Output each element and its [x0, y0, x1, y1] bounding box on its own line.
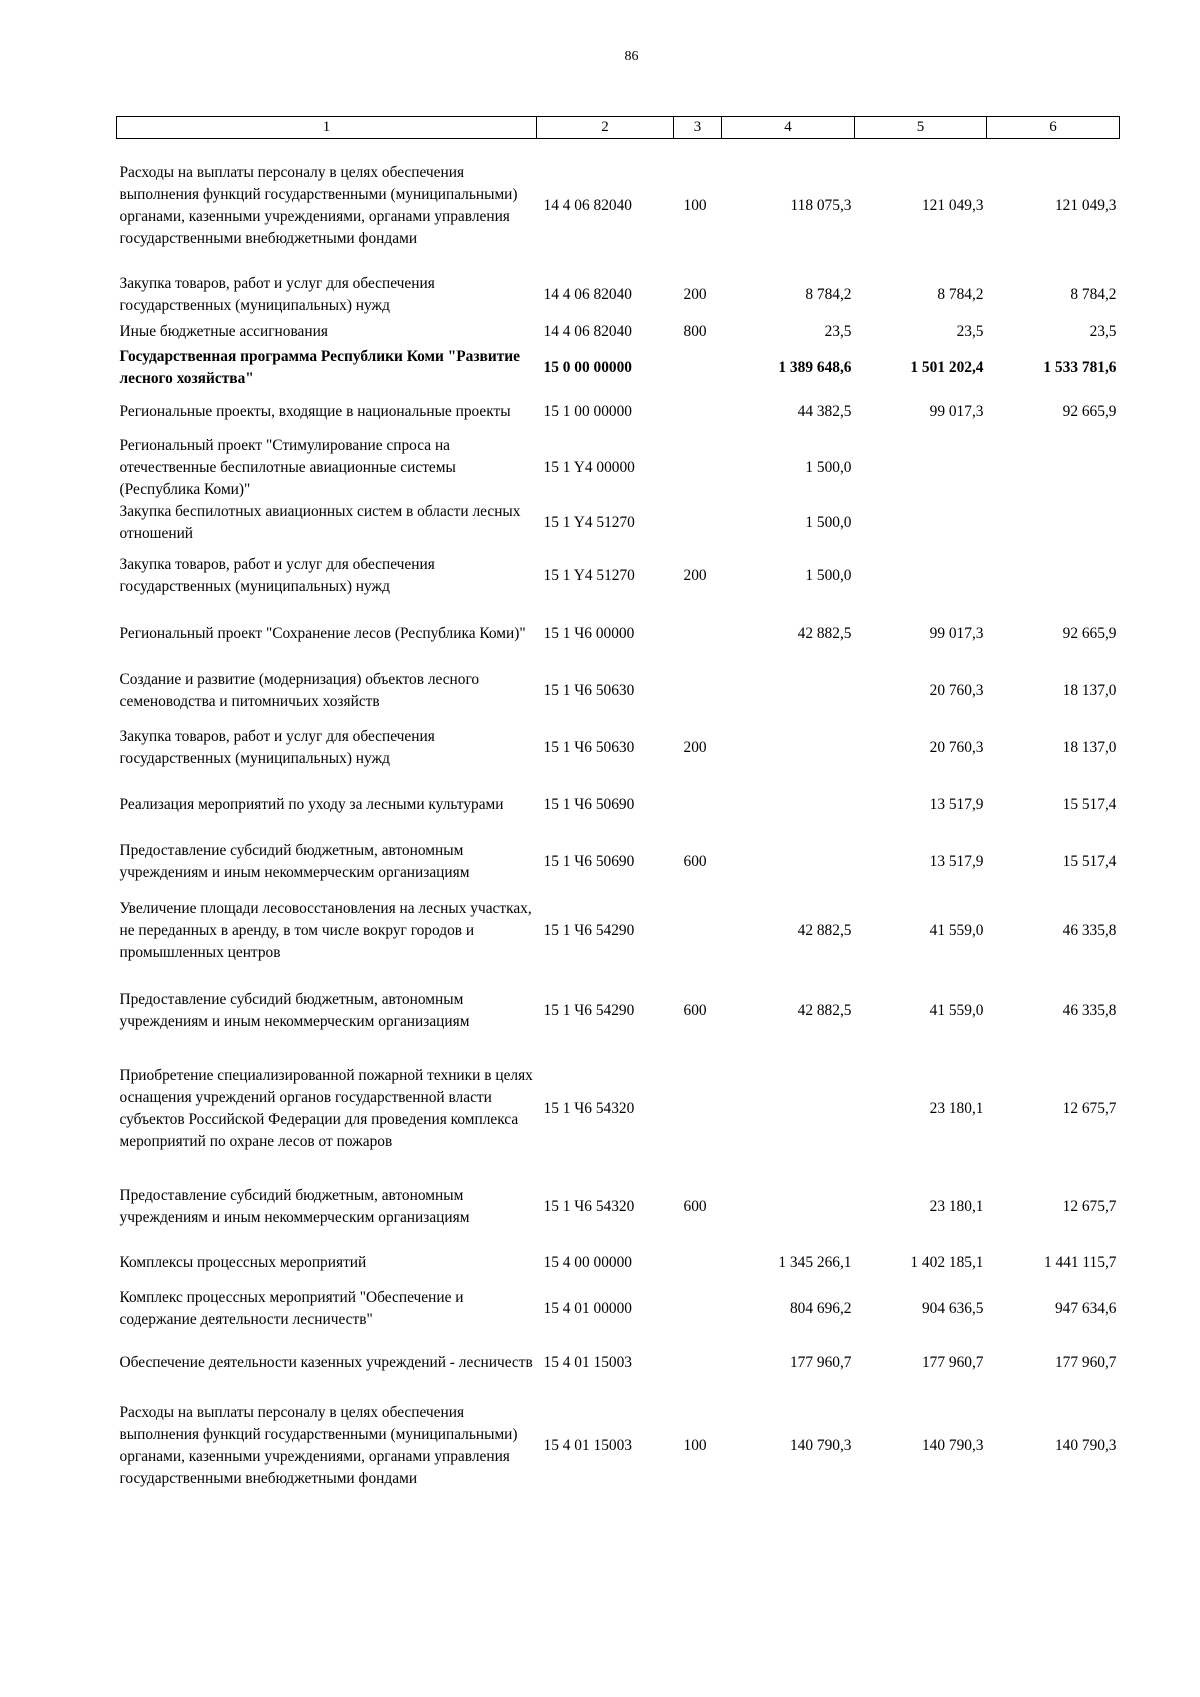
row-code: 15 1 Ч6 00000 — [543, 625, 635, 642]
row-value-col5: 23 180,1 — [929, 1197, 984, 1215]
row-expense-type: 600 — [683, 1001, 707, 1019]
row-value-col4 — [722, 1168, 855, 1246]
row-name: Региональные проекты, входящие в национальные проекты — [119, 403, 511, 420]
row-value-col5: 23,5 — [956, 322, 984, 340]
row-code: 15 1 Ч6 50630 — [543, 682, 635, 699]
row-expense-type: 600 — [683, 853, 707, 870]
row-code: 15 4 01 15003 — [543, 1354, 632, 1371]
row-code: 15 1 Ч6 50630 — [543, 739, 635, 756]
row-value-col5: 121 049,3 — [921, 196, 984, 214]
row-code: 15 1 00 00000 — [543, 403, 632, 420]
row-code: 15 1 Y4 51270 — [543, 566, 635, 584]
row-value-col6: 8 784,2 — [1070, 286, 1117, 303]
row-name: Закупка товаров, работ и услуг для обеспечения государственных (муниципальных) нужд — [119, 555, 435, 595]
table-row — [117, 501, 1120, 546]
row-expense-type: 100 — [683, 196, 707, 214]
row-code: 14 4 06 82040 — [543, 196, 632, 214]
row-value-col6: 121 049,3 — [1054, 196, 1117, 214]
row-expense-type — [674, 1246, 722, 1281]
row-value-col6: 1 533 781,6 — [1043, 358, 1117, 376]
row-expense-type — [674, 390, 722, 435]
table-row — [117, 720, 1120, 777]
row-value-col4: 177 960,7 — [789, 1354, 852, 1371]
row-name: Закупка товаров, работ и услуг для обеспечения государственных (муниципальных) нужд — [119, 275, 435, 314]
row-code: 15 4 00 00000 — [543, 1254, 632, 1271]
row-name: Приобретение специализированной пожарной техники в целях оснащения учреждений органов государственной власти субъектов Российской Федерации для проведения комплекса мероприятий по охране лесов от пожаров — [119, 1066, 533, 1150]
header-col-1: 1 — [117, 117, 537, 139]
header-col-5: 5 — [855, 117, 987, 139]
row-code: 15 1 Ч6 54320 — [543, 1197, 635, 1215]
row-code: 15 1 Y4 51270 — [543, 514, 635, 531]
row-name: Региональный проект "Стимулирование спроса на отечественные беспилотные авиационные системы (Республика Коми)" — [119, 436, 456, 498]
row-name: Предоставление субсидий бюджетным, автономным учреждениям и иным некоммерческим организациям — [119, 990, 470, 1030]
row-value-col5: 20 760,3 — [929, 682, 984, 699]
row-value-col6: 18 137,0 — [1062, 682, 1117, 699]
row-value-col4: 1 389 648,6 — [778, 358, 852, 376]
table-row — [117, 1281, 1120, 1338]
row-value-col4: 42 882,5 — [797, 922, 852, 939]
header-row — [117, 117, 1120, 139]
row-expense-type: 200 — [683, 286, 707, 303]
row-code: 14 4 06 82040 — [543, 286, 632, 303]
row-expense-type: 200 — [683, 739, 707, 756]
table-row — [117, 273, 1120, 318]
row-value-col4 — [722, 777, 855, 834]
row-expense-type: 100 — [683, 1436, 707, 1454]
row-value-col6: 177 960,7 — [1054, 1354, 1117, 1371]
header-col-4: 4 — [722, 117, 855, 139]
row-value-col4 — [722, 720, 855, 777]
page-number: 86 — [624, 49, 639, 64]
row-value-col5 — [855, 435, 987, 501]
row-code: 14 4 06 82040 — [543, 322, 632, 340]
row-code: 15 1 Ч6 50690 — [543, 853, 635, 870]
row-value-col4: 1 345 266,1 — [778, 1254, 852, 1271]
row-expense-type — [674, 501, 722, 546]
row-value-col5: 99 017,3 — [929, 403, 984, 420]
header-col-6: 6 — [987, 117, 1120, 139]
row-name: Реализация мероприятий по уходу за лесными культурами — [119, 796, 504, 813]
row-name: Закупка беспилотных авиационных систем в области лесных отношений — [119, 503, 521, 542]
row-value-col6: 12 675,7 — [1062, 1197, 1117, 1215]
row-expense-type — [674, 1281, 722, 1338]
table-row — [117, 1168, 1120, 1246]
table-row — [117, 318, 1120, 346]
row-name: Предоставление субсидий бюджетным, автономным учреждениям и иным некоммерческим организациям — [119, 842, 470, 881]
row-code: 15 1 Ч6 54320 — [543, 1099, 635, 1117]
row-code: 15 1 Ч6 54290 — [543, 922, 635, 939]
row-value-col4: 8 784,2 — [805, 286, 852, 303]
table-row — [117, 346, 1120, 390]
row-value-col5: 20 760,3 — [929, 739, 984, 756]
row-value-col5: 41 559,0 — [929, 1001, 984, 1019]
row-value-col6 — [987, 435, 1120, 501]
table-row — [117, 390, 1120, 435]
row-value-col6: 1 441 115,7 — [1043, 1254, 1117, 1271]
row-value-col6: 15 517,4 — [1062, 796, 1117, 813]
row-expense-type — [674, 1050, 722, 1168]
row-value-col6: 140 790,3 — [1054, 1436, 1117, 1454]
row-code: 15 1 Ч6 50690 — [543, 796, 635, 813]
row-value-col5: 8 784,2 — [937, 286, 984, 303]
row-expense-type — [674, 346, 722, 390]
row-value-col4: 1 500,0 — [805, 458, 852, 476]
row-code: 15 4 01 15003 — [543, 1436, 632, 1454]
header-col-2: 2 — [537, 117, 674, 139]
row-value-col4 — [722, 1050, 855, 1168]
row-value-col4: 1 500,0 — [805, 566, 852, 584]
table-row — [117, 1246, 1120, 1281]
row-expense-type — [674, 606, 722, 663]
row-name: Закупка товаров, работ и услуг для обеспечения государственных (муниципальных) нужд — [119, 728, 435, 767]
row-value-col5: 140 790,3 — [921, 1436, 984, 1454]
row-value-col4 — [722, 834, 855, 891]
budget-table — [116, 116, 1120, 1503]
table-row — [117, 834, 1120, 891]
table-row — [117, 139, 1120, 273]
row-code: 15 4 01 00000 — [543, 1300, 632, 1317]
header-col-3: 3 — [674, 117, 722, 139]
row-name: Создание и развитие (модернизация) объектов лесного семеноводства и питомничьих хозяйств — [119, 671, 480, 710]
row-value-col6: 12 675,7 — [1062, 1099, 1117, 1117]
row-value-col5: 1 402 185,1 — [910, 1254, 984, 1271]
row-expense-type: 800 — [683, 322, 707, 340]
row-expense-type — [674, 777, 722, 834]
row-name: Государственная программа Республики Коми "Развитие лесного хозяйства" — [119, 347, 520, 387]
row-code: 15 0 00 00000 — [543, 358, 632, 376]
row-value-col5: 1 501 202,4 — [910, 358, 984, 376]
table-row — [117, 1050, 1120, 1168]
row-value-col4: 23,5 — [824, 322, 852, 340]
row-value-col6: 18 137,0 — [1062, 739, 1117, 756]
row-value-col5: 13 517,9 — [929, 796, 984, 813]
table-row — [117, 777, 1120, 834]
row-value-col6: 46 335,8 — [1062, 922, 1117, 939]
table-row — [117, 1338, 1120, 1389]
row-value-col6: 92 665,9 — [1062, 625, 1117, 642]
row-value-col4 — [722, 663, 855, 720]
row-name: Расходы на выплаты персоналу в целях обеспечения выполнения функций государственными (муниципальными) органами, казенными учреждениями, органами управления государственными внебюджетными фондами — [119, 163, 518, 247]
row-value-col6: 15 517,4 — [1062, 853, 1117, 870]
row-value-col6: 92 665,9 — [1062, 403, 1117, 420]
row-code: 15 1 Y4 00000 — [543, 458, 635, 476]
row-name: Региональный проект "Сохранение лесов (Республика Коми)" — [119, 625, 526, 642]
row-value-col5 — [855, 546, 987, 606]
table-row — [117, 972, 1120, 1050]
row-expense-type: 600 — [683, 1197, 707, 1215]
row-name: Комплексы процессных мероприятий — [119, 1254, 367, 1271]
row-value-col6: 23,5 — [1089, 322, 1117, 340]
table-row — [117, 546, 1120, 606]
row-value-col5: 904 636,5 — [921, 1300, 984, 1317]
row-value-col6: 947 634,6 — [1054, 1300, 1117, 1317]
row-value-col5 — [855, 501, 987, 546]
row-value-col5: 99 017,3 — [929, 625, 984, 642]
row-expense-type — [674, 435, 722, 501]
table-row — [117, 606, 1120, 663]
row-value-col4: 118 075,3 — [790, 196, 852, 214]
row-value-col4: 804 696,2 — [789, 1300, 852, 1317]
row-value-col4: 140 790,3 — [789, 1436, 852, 1454]
table-row — [117, 435, 1120, 501]
row-value-col6 — [987, 546, 1120, 606]
row-expense-type — [674, 663, 722, 720]
row-name: Комплекс процессных мероприятий "Обеспечение и содержание деятельности лесничеств" — [119, 1289, 464, 1328]
row-name: Увеличение площади лесовосстановления на лесных участках, не переданных в аренду, в том числе вокруг городов и промышленных центров — [119, 900, 532, 961]
row-value-col4: 1 500,0 — [805, 514, 852, 531]
table-row — [117, 1389, 1120, 1503]
row-value-col6 — [987, 501, 1120, 546]
row-expense-type — [674, 1338, 722, 1389]
row-name: Иные бюджетные ассигнования — [119, 322, 328, 340]
row-value-col4: 42 882,5 — [797, 625, 852, 642]
row-value-col5: 13 517,9 — [929, 853, 984, 870]
row-value-col5: 177 960,7 — [921, 1354, 984, 1371]
row-name: Обеспечение деятельности казенных учреждений - лесничеств — [119, 1354, 533, 1371]
table-row — [117, 891, 1120, 972]
row-value-col5: 23 180,1 — [929, 1099, 984, 1117]
row-code: 15 1 Ч6 54290 — [543, 1001, 635, 1019]
row-name: Расходы на выплаты персоналу в целях обеспечения выполнения функций государственными (муниципальными) органами, казенными учреждениями, органами управления государственными внебюджетными фондами — [119, 1403, 518, 1487]
row-value-col5: 41 559,0 — [929, 922, 984, 939]
row-name: Предоставление субсидий бюджетным, автономным учреждениям и иным некоммерческим организациям — [119, 1186, 470, 1226]
row-value-col4: 42 882,5 — [797, 1001, 852, 1019]
row-expense-type — [674, 891, 722, 972]
row-value-col6: 46 335,8 — [1062, 1001, 1117, 1019]
table-row — [117, 663, 1120, 720]
row-expense-type: 200 — [683, 566, 707, 584]
row-value-col4: 44 382,5 — [797, 403, 852, 420]
